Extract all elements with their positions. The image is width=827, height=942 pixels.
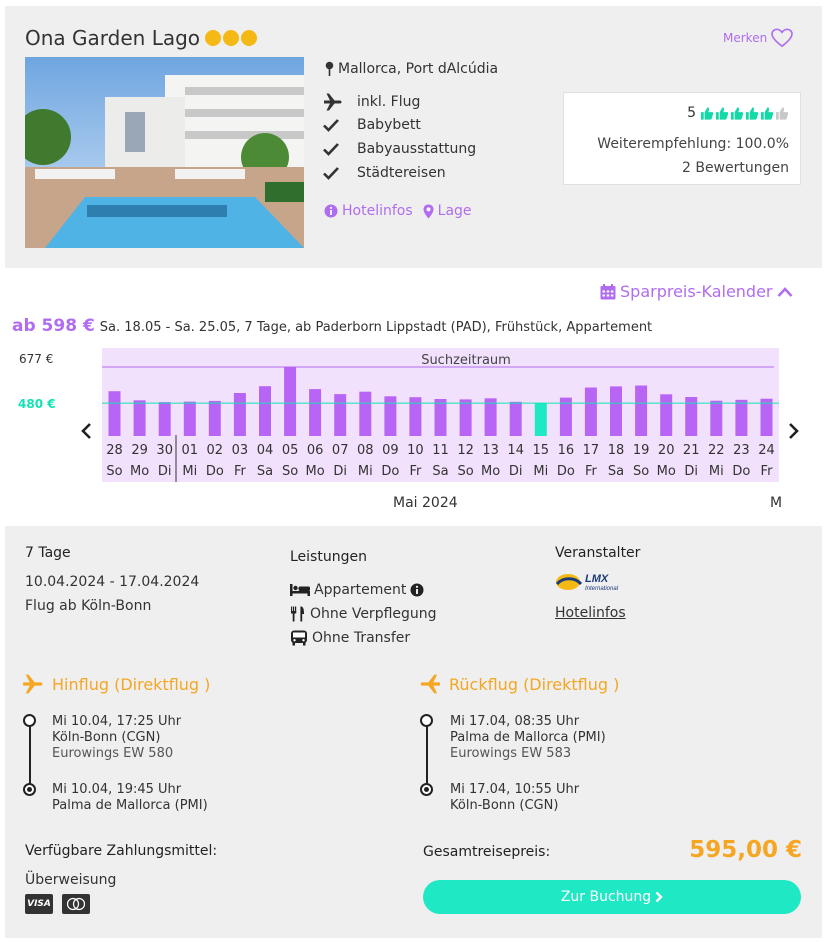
day-label[interactable]: 04 (256, 443, 274, 458)
departure-airport: Flug ab Köln-Bonn (25, 598, 152, 614)
chevron-up-icon[interactable] (777, 286, 793, 298)
outbound-timeline (29, 722, 31, 790)
price-bar[interactable] (234, 393, 246, 436)
return-flight-number: Eurowings EW 583 (450, 746, 572, 761)
month-label: Mai 2024 (393, 495, 458, 511)
departure-dot (420, 714, 433, 727)
sparpreis-kalender-toggle[interactable] (600, 282, 793, 301)
return-departure-airport: Palma de Mallorca (PMI) (450, 730, 606, 745)
merken-button[interactable] (723, 28, 793, 48)
weekday-label[interactable]: So (632, 464, 650, 479)
weekday-label[interactable]: So (106, 464, 123, 479)
svg-text:International: International (585, 586, 619, 592)
price-bar[interactable] (460, 399, 472, 436)
return-departure-time: Mi 17.04, 08:35 Uhr (450, 714, 580, 729)
price-calendar-svg (102, 348, 779, 482)
payment-method: Überweisung (25, 872, 117, 888)
day-label[interactable]: 06 (306, 443, 324, 458)
return-timeline (426, 722, 428, 790)
booking-card (5, 526, 822, 938)
service-text: Ohne Transfer (312, 630, 411, 646)
day-label[interactable]: 14 (507, 443, 524, 458)
price-bar[interactable] (435, 399, 447, 436)
price-bar[interactable] (761, 399, 773, 436)
info-icon[interactable] (410, 583, 424, 597)
day-label[interactable]: 28 (106, 443, 123, 458)
bed-icon (290, 583, 310, 597)
service-text: Appartement (314, 582, 407, 598)
day-label[interactable]: 07 (331, 443, 349, 458)
bus-icon (290, 630, 308, 646)
rating-score-row (687, 105, 789, 121)
weekday-label[interactable]: Do (732, 464, 751, 479)
hotel-name-text[interactable]: Ona Garden Lago (25, 26, 201, 50)
day-label[interactable]: 03 (231, 443, 249, 458)
check-icon (323, 142, 339, 156)
price-bar[interactable] (159, 402, 171, 436)
plane-icon (419, 674, 441, 694)
plane-icon (323, 93, 343, 111)
hotel-category-circles (205, 30, 257, 46)
day-label[interactable]: 20 (657, 443, 675, 458)
hotel-location (325, 61, 498, 77)
plane-icon (22, 674, 44, 694)
thumbs-up-icon (715, 106, 729, 121)
rating-box[interactable] (563, 92, 801, 185)
book-button[interactable] (423, 880, 801, 914)
category-circle (241, 30, 257, 46)
weekday-label[interactable]: Mo (656, 464, 676, 479)
feature-item (323, 117, 421, 133)
weekday-label[interactable]: Fr (233, 464, 246, 479)
price-bar[interactable] (209, 401, 221, 436)
operator-hotelinfos-link[interactable]: Hotelinfos (555, 605, 626, 621)
merken-label[interactable]: Merken (723, 31, 768, 45)
sparpreis-label[interactable]: Sparpreis-Kalender (620, 282, 773, 301)
weekday-label[interactable]: Di (333, 464, 348, 479)
service-item (290, 606, 437, 622)
price-bar[interactable] (635, 386, 647, 437)
outbound-arrival-time: Mi 10.04, 19:45 Uhr (52, 782, 182, 797)
feature-item (323, 141, 476, 157)
weekday-label[interactable]: Do (205, 464, 224, 479)
day-label[interactable]: 11 (432, 443, 449, 458)
pin-icon (325, 61, 334, 77)
visa-icon (25, 894, 53, 914)
weekday-label[interactable]: Mi (357, 464, 373, 479)
day-label[interactable]: 08 (357, 443, 374, 458)
check-icon (323, 166, 339, 180)
weekday-label[interactable]: Sa (256, 464, 274, 479)
thumbs-up-icon (730, 106, 744, 121)
feature-text: inkl. Flug (357, 94, 421, 110)
price-bar[interactable] (510, 402, 522, 436)
weekday-label[interactable]: Do (381, 464, 400, 479)
weekday-label[interactable]: Sa (607, 464, 625, 479)
operator-logo (555, 571, 633, 593)
price-bar[interactable] (309, 389, 321, 436)
best-offer[interactable] (12, 316, 652, 336)
outbound-departure-airport: Köln-Bonn (CGN) (52, 730, 161, 745)
weekday-label[interactable]: Di (157, 464, 172, 479)
price-bar[interactable] (485, 398, 497, 436)
thumbs-up-icon (700, 106, 714, 121)
hotelinfos-link[interactable] (324, 203, 413, 219)
visa-label: VISA (27, 899, 51, 909)
outbound-title (22, 674, 210, 694)
return-arrival-airport: Köln-Bonn (CGN) (450, 798, 559, 813)
service-text: Ohne Verpflegung (310, 606, 437, 622)
weekday-label[interactable]: Fr (409, 464, 422, 479)
weekday-label[interactable]: Mo (481, 464, 501, 479)
price-bar[interactable] (359, 392, 371, 436)
chevron-right-icon[interactable] (655, 891, 663, 903)
category-circle (205, 30, 221, 46)
day-label[interactable]: 15 (532, 443, 550, 458)
arrival-dot (420, 783, 433, 796)
return-arrival-time: Mi 17.04, 10:55 Uhr (450, 782, 580, 797)
service-item (290, 630, 410, 646)
category-circle (223, 30, 239, 46)
weekday-label[interactable]: Mi (708, 464, 724, 479)
book-button-label[interactable]: Zur Buchung (560, 889, 652, 905)
offer-price[interactable]: ab 598 € (12, 316, 95, 336)
outbound-flight-number: Eurowings EW 580 (52, 746, 174, 761)
price-bar[interactable] (535, 403, 547, 436)
price-bar[interactable] (384, 396, 396, 436)
lage-label[interactable]: Lage (437, 203, 472, 219)
price-bar[interactable] (710, 401, 722, 436)
heart-icon[interactable] (771, 28, 793, 48)
recommendation-rate: Weiterempfehlung: 100.0% (597, 136, 789, 152)
day-label[interactable]: 24 (758, 443, 775, 458)
price-calendar-chart (102, 348, 779, 482)
price-bar[interactable] (134, 400, 146, 436)
thumbs-up-rating (700, 106, 789, 121)
weekday-label[interactable]: Do (556, 464, 575, 479)
return-title-text: Rückflug (Direktflug ) (449, 674, 620, 694)
svg-text:LMX: LMX (585, 573, 609, 585)
thumbs-up-icon (775, 106, 789, 121)
outbound-arrival-airport: Palma de Mallorca (PMI) (52, 798, 208, 813)
map-marker-icon (423, 204, 434, 219)
feature-text: Babyausstattung (357, 141, 477, 157)
mastercard-icon (62, 894, 90, 914)
service-item (290, 582, 424, 598)
return-title (419, 674, 619, 694)
services-title: Leistungen (290, 549, 367, 565)
weekday-label[interactable]: Fr (584, 464, 597, 479)
price-bar[interactable] (184, 402, 196, 436)
lmx-logo (555, 571, 633, 593)
review-count[interactable]: 2 Bewertungen (681, 160, 789, 176)
thumbs-up-icon (745, 106, 759, 121)
trip-dates: 10.04.2024 - 17.04.2024 (25, 574, 200, 590)
payment-title: Verfügbare Zahlungsmittel: (25, 843, 218, 859)
price-bar[interactable] (585, 388, 597, 437)
price-bar[interactable] (109, 391, 121, 436)
total-label: Gesamtreisepreis: (423, 844, 551, 860)
info-icon (324, 204, 338, 218)
max-price-label: 677 € (19, 352, 54, 366)
cutlery-icon (290, 606, 306, 622)
departure-dot (23, 714, 36, 727)
chevron-left-icon[interactable] (80, 422, 92, 440)
chevron-right-icon[interactable] (788, 422, 800, 440)
day-label[interactable]: 21 (682, 443, 700, 458)
day-label[interactable]: 29 (131, 443, 148, 458)
hotel-card (5, 6, 822, 268)
day-label[interactable]: 23 (733, 443, 750, 458)
day-label[interactable]: 10 (407, 443, 424, 458)
calendar-icon (600, 284, 616, 300)
hotelinfos-label[interactable]: Hotelinfos (342, 203, 413, 219)
search-period-label: Suchzeitraum (421, 353, 511, 368)
hotel-photo[interactable] (25, 57, 304, 248)
day-label[interactable]: 30 (156, 443, 173, 458)
calendar-prev-button[interactable] (80, 421, 92, 445)
thumbs-up-icon (760, 106, 774, 121)
price-bar[interactable] (660, 394, 672, 436)
calendar-next-button[interactable] (788, 421, 800, 445)
weekday-label[interactable]: Mo (130, 464, 150, 479)
day-label[interactable]: 01 (181, 443, 199, 458)
price-bar[interactable] (334, 394, 346, 436)
check-icon (323, 118, 339, 132)
outbound-departure-time: Mi 10.04, 17:25 Uhr (52, 714, 182, 729)
rating-score: 5 (687, 105, 696, 121)
price-bar[interactable] (610, 386, 622, 436)
day-label[interactable]: 09 (382, 443, 399, 458)
arrival-dot (23, 783, 36, 796)
price-bar[interactable] (735, 400, 747, 436)
day-label[interactable]: 18 (607, 443, 625, 458)
trip-duration: 7 Tage (25, 545, 71, 561)
hotel-name[interactable] (25, 26, 257, 50)
offer-details: Sa. 18.05 - Sa. 25.05, 7 Tage, ab Paderborn Lippstadt (PAD), Frühstück, Appartement (99, 320, 653, 335)
feature-text: Städtereisen (357, 165, 446, 181)
next-month-label: M (770, 495, 783, 511)
weekday-label[interactable]: Di (684, 464, 699, 479)
day-label[interactable]: 19 (632, 443, 650, 458)
operator-title: Veranstalter (555, 545, 641, 561)
average-price-label: 480 € (18, 397, 56, 411)
feature-flight (323, 93, 420, 111)
weekday-label[interactable]: Mo (305, 464, 325, 479)
hotel-links (324, 203, 472, 219)
weekday-label[interactable]: Mi (182, 464, 198, 479)
lage-link[interactable] (423, 203, 472, 219)
weekday-label[interactable]: Fr (760, 464, 773, 479)
day-label[interactable]: 22 (708, 443, 725, 458)
weekday-label[interactable]: Di (508, 464, 523, 479)
day-label[interactable]: 05 (281, 443, 299, 458)
feature-item (323, 165, 446, 181)
feature-text: Babybett (357, 117, 421, 133)
hotel-photo-image (25, 57, 304, 248)
day-label[interactable]: 13 (482, 443, 499, 458)
price-bar[interactable] (284, 367, 296, 436)
weekday-label[interactable]: Sa (432, 464, 449, 479)
price-bar[interactable] (259, 386, 271, 436)
day-label[interactable]: 17 (582, 443, 600, 458)
weekday-label[interactable]: So (457, 464, 474, 479)
day-label[interactable]: 12 (457, 443, 474, 458)
total-price: 595,00 € (689, 837, 802, 863)
payment-cards (25, 894, 90, 914)
weekday-label[interactable]: So (281, 464, 299, 479)
location-text: Mallorca, Port dAlcúdia (338, 61, 499, 77)
weekday-label[interactable]: Mi (533, 464, 549, 479)
outbound-title-text: Hinflug (Direktflug ) (52, 674, 211, 694)
day-label[interactable]: 16 (557, 443, 575, 458)
day-label[interactable]: 02 (206, 443, 224, 458)
